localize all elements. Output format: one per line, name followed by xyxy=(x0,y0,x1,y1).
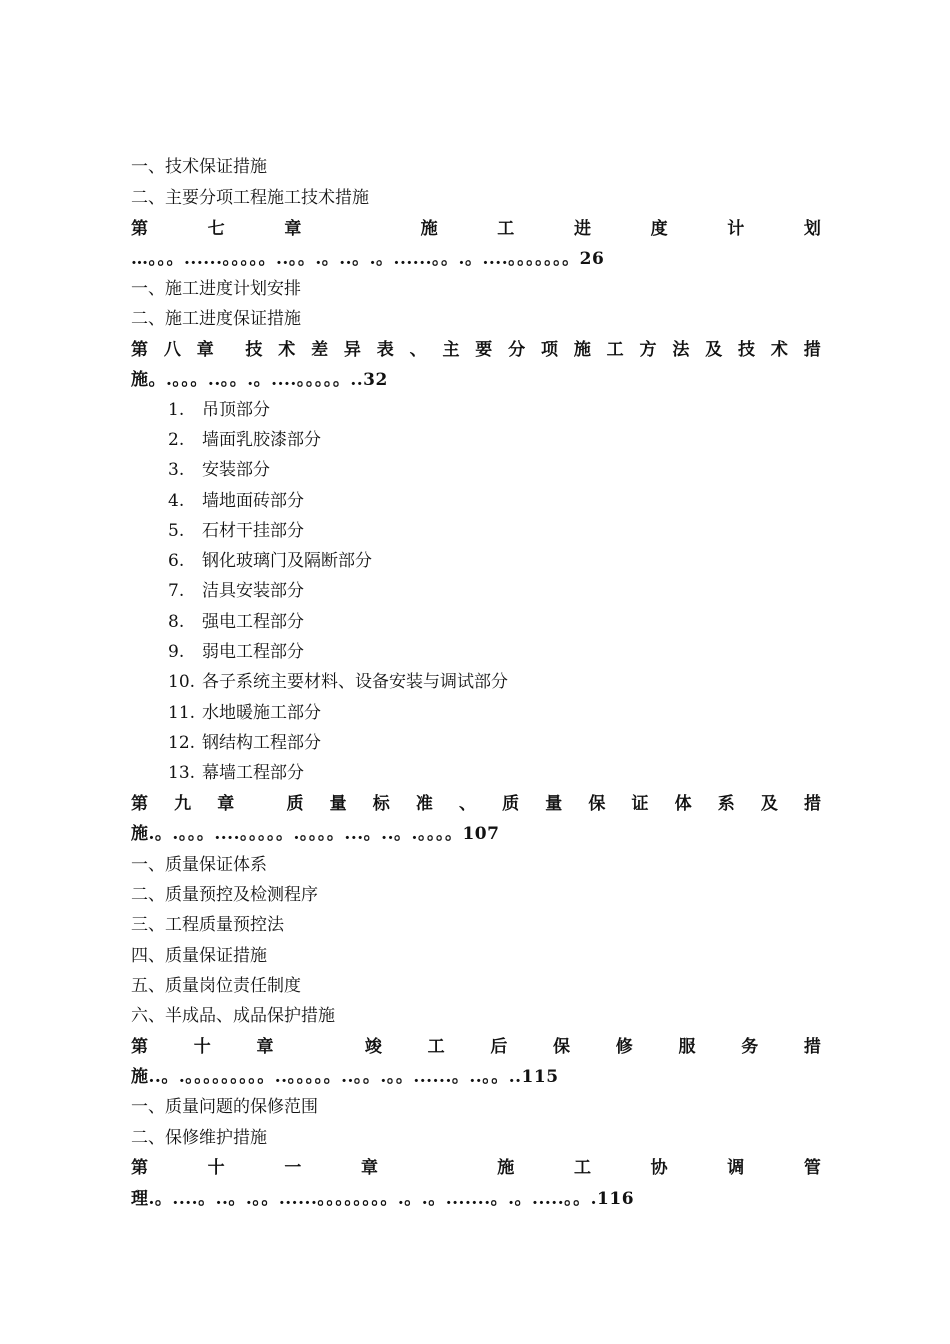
item-number: 2. xyxy=(168,430,185,450)
chapter-char: 九 xyxy=(174,794,192,814)
item-title: 水地暖施工部分 xyxy=(202,703,321,723)
chapter-char: 施 xyxy=(497,1158,515,1178)
item-title: 石材干挂部分 xyxy=(202,521,304,541)
item-title: 钢结构工程部分 xyxy=(202,733,321,753)
chapter-char: 术 xyxy=(770,340,788,360)
chapter-char: 保 xyxy=(553,1037,571,1057)
item-number: 8. xyxy=(168,612,185,632)
chapter-char: 要 xyxy=(475,340,493,360)
list-item[interactable] xyxy=(168,486,304,516)
list-item[interactable] xyxy=(168,758,304,788)
toc-entry[interactable]: 一、质量问题的保修范围 xyxy=(131,1097,318,1117)
chapter-char: 分 xyxy=(508,340,526,360)
list-item[interactable] xyxy=(168,607,304,637)
chapter-char: 修 xyxy=(615,1037,633,1057)
list-item[interactable] xyxy=(168,546,372,576)
toc-chapter-11-page[interactable]: 理.。....。..。.。。......。。。。。。。。.。.。.......。.。.....。。.116 xyxy=(131,1189,635,1209)
chapter-char: 差 xyxy=(311,340,329,360)
chapter-char: 措 xyxy=(803,340,821,360)
chapter-char: 工 xyxy=(497,219,515,239)
chapter-char: 表 xyxy=(376,340,394,360)
chapter-char: 法 xyxy=(672,340,690,360)
toc-entry[interactable]: 六、半成品、成品保护措施 xyxy=(131,1006,335,1026)
chapter-char: 章 xyxy=(217,794,235,814)
list-item[interactable] xyxy=(168,667,508,697)
chapter-char: 异 xyxy=(343,340,361,360)
chapter-char: 技 xyxy=(738,340,756,360)
item-number: 1. xyxy=(168,400,185,420)
item-title: 各子系统主要材料、设备安装与调试部分 xyxy=(202,672,508,692)
item-title: 吊顶部分 xyxy=(202,400,270,420)
chapter-char: 第 xyxy=(131,219,148,239)
toc-entry[interactable]: 四、质量保证措施 xyxy=(131,946,267,966)
chapter-char: 工 xyxy=(427,1037,445,1057)
item-title: 弱电工程部分 xyxy=(202,642,304,662)
toc-chapter-7-page[interactable]: …。。。......。。。。。..。。.。..。.。......。。.。....。。。。。。。26 xyxy=(131,249,605,269)
chapter-char: 量 xyxy=(545,794,563,814)
chapter-char: 量 xyxy=(329,794,347,814)
item-number: 6. xyxy=(168,551,185,571)
chapter-char: 第 xyxy=(131,340,148,360)
toc-entry[interactable]: 一、施工进度计划安排 xyxy=(131,279,301,299)
item-title: 墙面乳胶漆部分 xyxy=(202,430,321,450)
chapter-char: 系 xyxy=(717,794,735,814)
chapter-char: 证 xyxy=(631,794,649,814)
chapter-char: 八 xyxy=(163,340,181,360)
item-number: 7. xyxy=(168,581,185,601)
chapter-char: 保 xyxy=(588,794,606,814)
item-title: 强电工程部分 xyxy=(202,612,304,632)
toc-entry[interactable]: 二、保修维护措施 xyxy=(131,1128,267,1148)
list-item[interactable] xyxy=(168,698,321,728)
toc-chapter-10[interactable] xyxy=(131,1032,821,1062)
chapter-char: 计 xyxy=(727,219,745,239)
chapter-char: 第 xyxy=(131,794,148,814)
chapter-char: 服 xyxy=(678,1037,696,1057)
chapter-char: 技 xyxy=(245,340,263,360)
chapter-char: 七 xyxy=(207,219,225,239)
toc-entry[interactable]: 二、主要分项工程施工技术措施 xyxy=(131,188,369,208)
list-item[interactable] xyxy=(168,395,270,425)
list-item[interactable] xyxy=(168,637,304,667)
item-number: 10. xyxy=(168,672,196,692)
chapter-char: 质 xyxy=(286,794,304,814)
chapter-char: 十 xyxy=(207,1158,225,1178)
chapter-char: 工 xyxy=(573,1158,591,1178)
item-number: 11. xyxy=(168,703,196,723)
chapter-char: 协 xyxy=(650,1158,668,1178)
toc-chapter-8-page[interactable]: 施。.。。。..。。.。....。。。。。..32 xyxy=(131,370,388,390)
toc-chapter-10-page[interactable]: 施..。.。。。。。。。。。..。。。。。..。。.。。......。..。。..115 xyxy=(131,1067,559,1087)
chapter-char: 章 xyxy=(360,1158,378,1178)
item-number: 5. xyxy=(168,521,185,541)
item-number: 4. xyxy=(168,491,185,511)
list-item[interactable] xyxy=(168,455,270,485)
list-item[interactable] xyxy=(168,425,321,455)
chapter-char: 一 xyxy=(284,1158,302,1178)
chapter-char: 务 xyxy=(741,1037,759,1057)
chapter-char: 划 xyxy=(803,219,821,239)
chapter-char: 章 xyxy=(196,340,214,360)
toc-entry[interactable]: 二、质量预控及检测程序 xyxy=(131,885,318,905)
chapter-char: 管 xyxy=(803,1158,821,1178)
toc-entry[interactable]: 二、施工进度保证措施 xyxy=(131,309,301,329)
toc-chapter-9-page[interactable]: 施.。.。。。....。。。。。.。。。。...。..。.。。。。107 xyxy=(131,824,500,844)
item-number: 13. xyxy=(168,763,196,783)
toc-entry[interactable]: 一、质量保证体系 xyxy=(131,855,267,875)
item-title: 洁具安装部分 xyxy=(202,581,304,601)
toc-chapter-7[interactable] xyxy=(131,214,821,244)
chapter-char: 章 xyxy=(284,219,302,239)
chapter-char: 、 xyxy=(459,794,476,814)
chapter-char: 第 xyxy=(131,1037,148,1057)
toc-chapter-8[interactable] xyxy=(131,335,821,365)
toc-entry[interactable]: 三、工程质量预控法 xyxy=(131,915,284,935)
chapter-char: 章 xyxy=(256,1037,274,1057)
chapter-char: 主 xyxy=(442,340,460,360)
chapter-char: 措 xyxy=(803,1037,821,1057)
item-title: 幕墙工程部分 xyxy=(202,763,304,783)
item-number: 3. xyxy=(168,460,185,480)
chapter-char: 竣 xyxy=(364,1037,382,1057)
chapter-char: 准 xyxy=(415,794,433,814)
chapter-char: 方 xyxy=(639,340,657,360)
chapter-char: 工 xyxy=(606,340,624,360)
chapter-char: 后 xyxy=(490,1037,508,1057)
chapter-char: 十 xyxy=(193,1037,211,1057)
item-title: 墙地面砖部分 xyxy=(202,491,304,511)
chapter-char: 术 xyxy=(278,340,296,360)
list-item[interactable] xyxy=(168,576,304,606)
list-item[interactable] xyxy=(168,516,304,546)
chapter-char: 项 xyxy=(540,340,558,360)
list-item[interactable] xyxy=(168,728,321,758)
chapter-char: 质 xyxy=(502,794,520,814)
chapter-char: 进 xyxy=(573,219,591,239)
chapter-char: 调 xyxy=(727,1158,745,1178)
chapter-char: 及 xyxy=(760,794,778,814)
chapter-char: 标 xyxy=(372,794,390,814)
chapter-char: 措 xyxy=(804,794,821,814)
item-title: 钢化玻璃门及隔断部分 xyxy=(202,551,372,571)
toc-entry[interactable]: 五、质量岗位责任制度 xyxy=(131,976,301,996)
toc-entry[interactable]: 一、技术保证措施 xyxy=(131,157,267,177)
chapter-char: 体 xyxy=(674,794,692,814)
chapter-char: 度 xyxy=(650,219,668,239)
chapter-char: 及 xyxy=(705,340,723,360)
chapter-char: 第 xyxy=(131,1158,148,1178)
chapter-char: 施 xyxy=(573,340,591,360)
item-number: 12. xyxy=(168,733,196,753)
toc-chapter-9[interactable] xyxy=(131,789,821,819)
chapter-char: 施 xyxy=(420,219,438,239)
item-number: 9. xyxy=(168,642,185,662)
item-title: 安装部分 xyxy=(202,460,270,480)
chapter-char: 、 xyxy=(409,340,427,360)
toc-chapter-11[interactable] xyxy=(131,1153,821,1183)
